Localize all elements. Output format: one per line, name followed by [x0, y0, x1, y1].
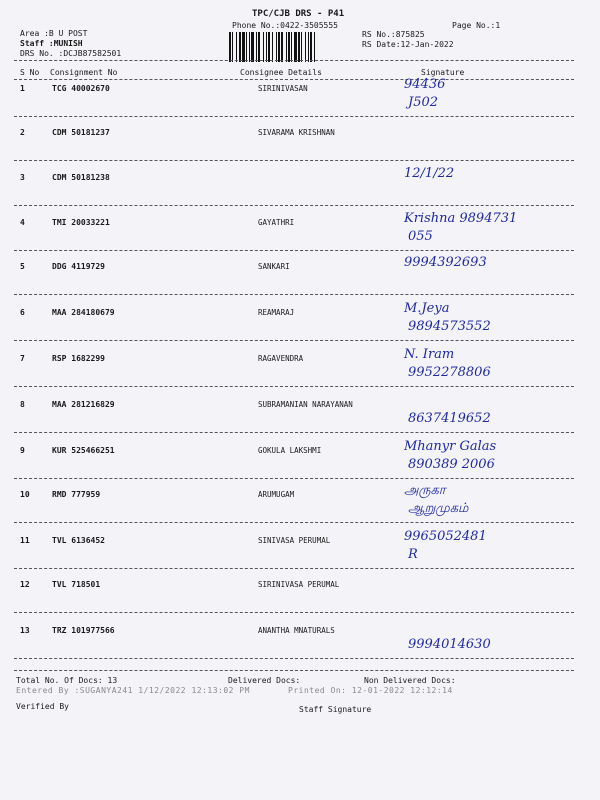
- row-signature: [368, 294, 588, 338]
- column-signature: Signature: [421, 68, 465, 77]
- signature-text-2: 055: [408, 229, 433, 244]
- barcode-image: [229, 32, 361, 62]
- area-label: Area :B U POST: [20, 29, 88, 38]
- signature-text-2: 890389 2006: [408, 457, 495, 472]
- signature-text-2: 8637419652: [408, 411, 491, 426]
- row-consignee-name: ARUMUGAM: [258, 490, 295, 499]
- row-sno: 1: [20, 84, 25, 93]
- column-consignee: Consignee Details: [240, 68, 322, 77]
- row-sno: 4: [20, 218, 25, 227]
- signature-text-2: ஆறுமுகம்: [408, 501, 469, 516]
- row-sno: 11: [20, 536, 30, 545]
- signature-text-1: Krishna 9894731: [404, 211, 518, 226]
- row-consignment: RMD 777959: [52, 490, 101, 499]
- row-signature: [368, 612, 588, 656]
- row-signature: [368, 70, 588, 114]
- row-consignment: TVL 6136452: [52, 536, 105, 545]
- row-signature: [368, 566, 588, 610]
- row-consignee-name: REAMARAJ: [258, 308, 295, 317]
- row-sno: 6: [20, 308, 25, 317]
- entered-by: Entered By :SUGANYA241 1/12/2022 12:13:02 PM: [16, 686, 250, 695]
- signature-text-1: 9965052481: [404, 529, 487, 544]
- rs-number: RS No.:875825: [362, 30, 425, 39]
- delivered-docs: Delivered Docs:: [228, 676, 301, 685]
- signature-text-1: 12/1/22: [404, 166, 455, 181]
- signature-text-1: N. Iram: [404, 347, 455, 362]
- row-signature: [368, 204, 588, 248]
- row-consignee-name: SIVARAMA KRISHNAN: [258, 128, 335, 137]
- column-consignment: Consignment No: [50, 68, 118, 77]
- staff-label: Staff :MUNISH: [20, 39, 83, 48]
- row-sno: 12: [20, 580, 30, 589]
- row-consignee-name: SUBRAMANIAN NARAYANAN: [258, 400, 353, 409]
- row-signature: [368, 476, 588, 520]
- staff-signature-label: Staff Signature: [299, 705, 372, 714]
- row-consignee-name: SANKARI: [258, 262, 290, 271]
- phone-number: Phone No.:0422-3505555: [232, 21, 338, 30]
- row-signature: [368, 248, 588, 292]
- row-signature: [368, 340, 588, 384]
- drs-number: DRS No. :DCJB87582501: [20, 49, 122, 58]
- document-title: TPC/CJB DRS - P41: [252, 9, 345, 19]
- signature-text-2: 9994014630: [408, 637, 491, 652]
- row-consignment: TMI 20033221: [52, 218, 110, 227]
- row-consignment: TVL 718501: [52, 580, 101, 589]
- row-sno: 10: [20, 490, 30, 499]
- row-sno: 7: [20, 354, 25, 363]
- row-signature: [368, 522, 588, 566]
- row-sno: 13: [20, 626, 30, 635]
- signature-text-1: 9994392693: [404, 255, 487, 270]
- row-consignment: KUR 525466251: [52, 446, 115, 455]
- row-sno: 9: [20, 446, 25, 455]
- signature-text-1: Mhanyr Galas: [404, 439, 497, 454]
- signature-text-2: 9952278806: [408, 365, 491, 380]
- non-delivered-docs: Non Delivered Docs:: [364, 676, 456, 685]
- row-sno: 2: [20, 128, 25, 137]
- row-consignee-name: GOKULA LAKSHMI: [258, 446, 322, 455]
- row-signature: [368, 114, 588, 158]
- row-consignee-name: GAYATHRI: [258, 218, 295, 227]
- signature-text-2: 9894573552: [408, 319, 491, 334]
- row-consignment: TRZ 101977566: [52, 626, 115, 635]
- signature-text-1: M.Jeya: [404, 301, 450, 316]
- row-consignment: RSP 1682299: [52, 354, 105, 363]
- verified-by: Verified By: [16, 702, 69, 711]
- rs-date: RS Date:12-Jan-2022: [362, 40, 454, 49]
- row-consignee-name: SINIVASA PERUMAL: [258, 536, 331, 545]
- page-number: Page No.:1: [452, 21, 501, 30]
- row-signature: [368, 386, 588, 430]
- signature-text-1: அருகா: [404, 483, 446, 498]
- row-signature: [368, 159, 588, 203]
- row-consignment: DDG 4119729: [52, 262, 105, 271]
- row-sno: 3: [20, 173, 25, 182]
- row-consignment: CDM 50181237: [52, 128, 110, 137]
- row-consignee-name: ANANTHA MNATURALS: [258, 626, 335, 635]
- row-sno: 8: [20, 400, 25, 409]
- row-sno: 5: [20, 262, 25, 271]
- row-consignment: MAA 284180679: [52, 308, 115, 317]
- signature-text-1: 94436: [404, 77, 446, 92]
- row-consignee-name: RAGAVENDRA: [258, 354, 304, 363]
- row-consignee-name: SIRINIVASAN: [258, 84, 308, 93]
- row-consignment: TCG 40002670: [52, 84, 110, 93]
- printed-on: Printed On: 12-01-2022 12:12:14: [288, 686, 453, 695]
- row-consignee-name: SIRINIVASA PERUMAL: [258, 580, 340, 589]
- column-sno: S No: [20, 68, 40, 77]
- total-docs: Total No. Of Docs: 13: [16, 676, 118, 685]
- signature-text-2: J502: [408, 95, 439, 110]
- row-consignment: CDM 50181238: [52, 173, 110, 182]
- row-signature: [368, 432, 588, 476]
- signature-text-2: R: [408, 547, 418, 562]
- row-consignment: MAA 281216829: [52, 400, 115, 409]
